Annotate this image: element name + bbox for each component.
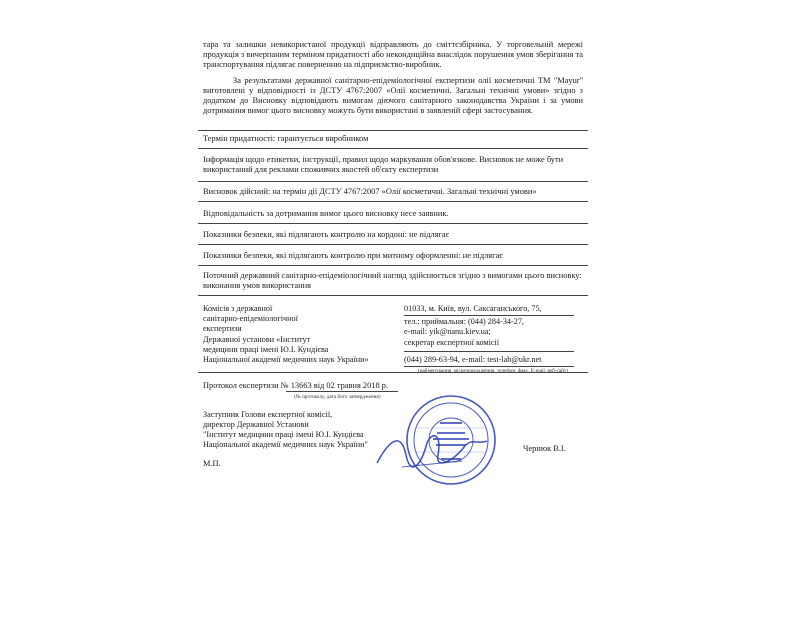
customs-control: Показники безпеки, які підлягають контролю при митному оформленні: не підлягає (203, 251, 503, 260)
commission-line: санітарно-епідеміологічної (203, 314, 298, 324)
signer-name: Чернюк В.І. (523, 444, 566, 453)
intro-paragraph-2: За результатами державної санітарно-епідеміологічної експертизи олії косметичні ТМ "Mayur" виготовлені у відповідності із ДСТУ 4767:2007 «Олії косметичні. Загальні технічні умови» згідно з додатком до Висновку відповідають вимогам діючого санітарного законодавства України і за умови дотримання вимог цього висновку можуть бути використані в заявленій сфері застосування. (203, 76, 583, 115)
mp-label: М.П. (203, 459, 221, 468)
divider (404, 351, 574, 352)
secretary-contacts: (044) 289-63-94, e-mail: test-lab@ukr.net (404, 354, 542, 364)
address: 01033, м. Київ, вул. Саксаганського, 75, (404, 304, 542, 313)
protocol-line: Протокол експертизи № 13663 від 02 травня 2018 р. (203, 381, 389, 390)
commission-line: Національної академії медичних наук України» (203, 355, 369, 365)
divider (198, 223, 588, 224)
divider (198, 244, 588, 245)
signer-line: "Інститут медицини праці імені Ю.І. Кундієва (203, 430, 364, 439)
protocol-note: (№ протоколу, дата його затвердження) (294, 394, 381, 400)
shelf-life: Термін придатності: гарантується виробником (203, 134, 369, 143)
divider (198, 130, 588, 131)
commission-line: Державної установи «Інститут (203, 334, 311, 344)
divider (198, 295, 588, 296)
contacts-block (404, 304, 584, 374)
labeling-info: Інформація щодо етикетки, інструкції, правил щодо маркування обов'язкове. Висновок не може бути використаний для реклами споживчих якостей об'єкту експертизи (203, 155, 564, 174)
divider (198, 265, 588, 266)
supervision: Поточний державний санітарно-епідеміологічний нагляд здійснюється згідно з вимогами цього висновку: виконання умов використання (203, 271, 582, 290)
commission-line: експертизи (203, 324, 242, 334)
signer-line: директор Державної Установи (203, 420, 309, 429)
phone: тел.: приймальня: (044) 284-34-27, (404, 317, 524, 327)
divider (198, 372, 588, 373)
border-control: Показники безпеки, які підлягають контролю на кордоні: не підлягає (203, 230, 450, 239)
intro-paragraph-1: тара та залишки невикористаної продукції відправляють до сміттєзбірника. У торговельній мережі продукція з вичерпаним терміном придатності або некондиційна внаслідок порушення умов зберігання та транспортування підлягає поверненню на підприємство-виробник. (203, 40, 583, 69)
divider (404, 366, 574, 367)
commission-line: медицини праці імені Ю.І. Кундієва (203, 344, 329, 354)
commission-block (203, 304, 388, 365)
commission-line: Комісія з державної (203, 304, 273, 313)
contacts-note: (найменування, місцезнаходження, телефон, факс, E-mail, веб-сайт) (418, 368, 568, 375)
signer-line: Заступник Голови експертної комісії, (203, 410, 333, 419)
secretary-label: секретар експертної комісії (404, 337, 500, 347)
signature-scribble-icon (372, 425, 492, 475)
email: e-mail: yik@nanu.kiev.ua; (404, 327, 491, 337)
divider (198, 148, 588, 149)
signer-line: Національної академії медичних наук України" (203, 440, 368, 449)
divider (198, 181, 588, 182)
validity: Висновок дійсний: на термін дії ДСТУ 4767:2007 «Олії косметичні. Загальні технічні умови» (203, 187, 537, 196)
responsibility: Відповідальність за дотримання вимог цього висновку несе заявник. (203, 209, 449, 218)
intro-block (203, 40, 583, 116)
divider (286, 391, 398, 392)
divider (198, 201, 588, 202)
divider (404, 315, 574, 316)
